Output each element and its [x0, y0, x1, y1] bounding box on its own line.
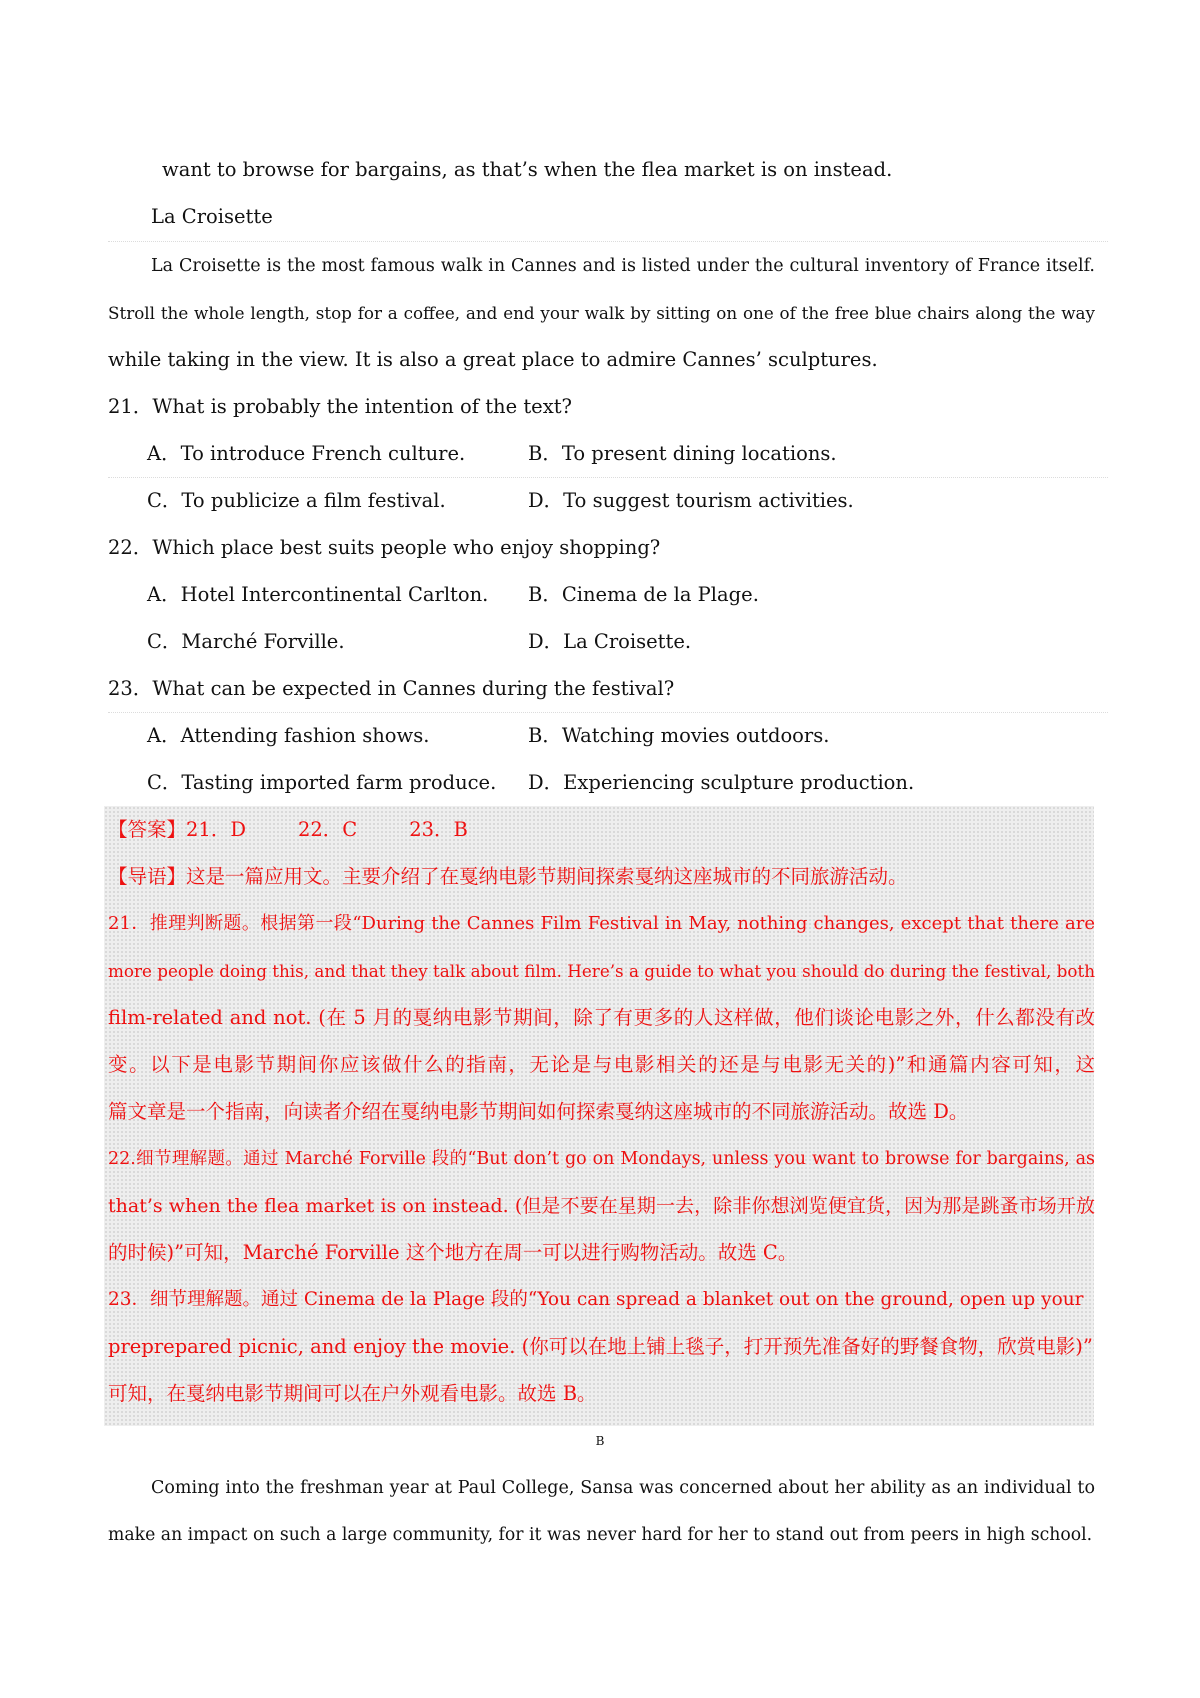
section-heading-b: B — [595, 1434, 605, 1448]
paragraph-line: Coming into the freshman year at Paul College, Sansa was concerned about her ability as an individual to — [151, 1478, 1095, 1498]
option-a: A．Hotel Intercontinental Carlton. — [147, 583, 489, 606]
option-c: C．Tasting imported farm produce. — [147, 771, 497, 794]
option-a: A．To introduce French culture. — [147, 442, 466, 465]
option-b: B．Cinema de la Plage. — [528, 583, 759, 606]
paragraph-line: Stroll the whole length, stop for a coffee, and end your walk by sitting on one of the free blue chairs along the way — [108, 303, 1095, 323]
paragraph-line: while taking in the view. It is also a great place to admire Cannes’ sculptures. — [108, 348, 878, 371]
option-b: B．Watching movies outdoors. — [528, 724, 830, 747]
question-stem: 23．What can be expected in Cannes during the festival? — [108, 677, 675, 700]
paragraph-line: make an impact on such a large community, for it was never hard for her to stand out from peers in high school. — [108, 1525, 1093, 1545]
option-a: A．Attending fashion shows. — [147, 724, 430, 747]
dotted-divider — [108, 477, 1108, 478]
answer-row — [108, 816, 468, 844]
answer-label: 【答案】 — [108, 818, 187, 841]
option-d: D．La Croisette. — [528, 630, 692, 653]
explanation-line: more people doing this, and that they talk about film. Here’s a guide to what you should do during the festival, both — [108, 961, 1095, 981]
explanation-line: 的时候)”可知，Marché Forville 这个地方在周一可以进行购物活动。故选 C。 — [108, 1241, 798, 1264]
explanation-line: film-related and not. (在 5 月的戛纳电影节期间，除了有更多的人这样做，他们谈论电影之外，什么都没有改 — [108, 1006, 1095, 1029]
explanation-line: 篇文章是一个指南，向读者介绍在戛纳电影节期间如何探索戛纳这座城市的不同旅游活动。故选 D。 — [108, 1100, 969, 1123]
explanation-line: 变。以下是电影节期间你应该做什么的指南，无论是与电影相关的还是与电影无关的)”和通篇内容可知，这 — [108, 1053, 1095, 1076]
section-heading-la-croisette: La Croisette — [151, 205, 273, 228]
option-c: C．To publicize a film festival. — [147, 489, 446, 512]
answer-23: 23．B — [409, 818, 468, 841]
explanation-line: that’s when the flea market is on instead. (但是不要在星期一去，除非你想浏览便宜货，因为那是跳蚤市场开放 — [108, 1195, 1095, 1217]
explanation-line: preprepared picnic, and enjoy the movie. (你可以在地上铺上毯子，打开预先准备好的野餐食物，欣赏电影)” — [108, 1335, 1093, 1358]
passage-continuation: want to browse for bargains, as that’s when the flea market is on instead. — [162, 158, 893, 181]
paragraph-line: La Croisette is the most famous walk in Cannes and is listed under the cultural inventory of France itself. — [151, 256, 1095, 276]
option-b: B．To present dining locations. — [528, 442, 837, 465]
answer-22: 22．C — [297, 818, 358, 841]
intro-row — [108, 863, 908, 891]
dotted-divider — [108, 241, 1108, 242]
explanation-line: 23．细节理解题。通过 Cinema de la Plage 段的“You can spread a blanket out on the ground, open up your — [108, 1289, 1084, 1310]
option-d: D．Experiencing sculpture production. — [528, 771, 915, 794]
intro-label: 【导语】 — [108, 865, 187, 888]
explanation-line: 可知，在戛纳电影节期间可以在户外观看电影。故选 B。 — [108, 1382, 597, 1405]
option-c: C．Marché Forville. — [147, 630, 345, 653]
intro-text: 这是一篇应用文。主要介绍了在戛纳电影节期间探索戛纳这座城市的不同旅游活动。 — [186, 865, 908, 888]
question-stem: 22．Which place best suits people who enjoy shopping? — [108, 536, 661, 559]
answer-21: 21．D — [186, 818, 246, 841]
explanation-line: 22.细节理解题。通过 Marché Forville 段的“But don’t go on Mondays, unless you want to browse for bargains, as — [108, 1149, 1095, 1169]
question-stem: 21．What is probably the intention of the text? — [108, 395, 572, 418]
explanation-line: 21．推理判断题。根据第一段“During the Cannes Film Festival in May, nothing changes, except that there are — [108, 913, 1095, 934]
dotted-divider — [108, 712, 1108, 713]
option-d: D．To suggest tourism activities. — [528, 489, 854, 512]
